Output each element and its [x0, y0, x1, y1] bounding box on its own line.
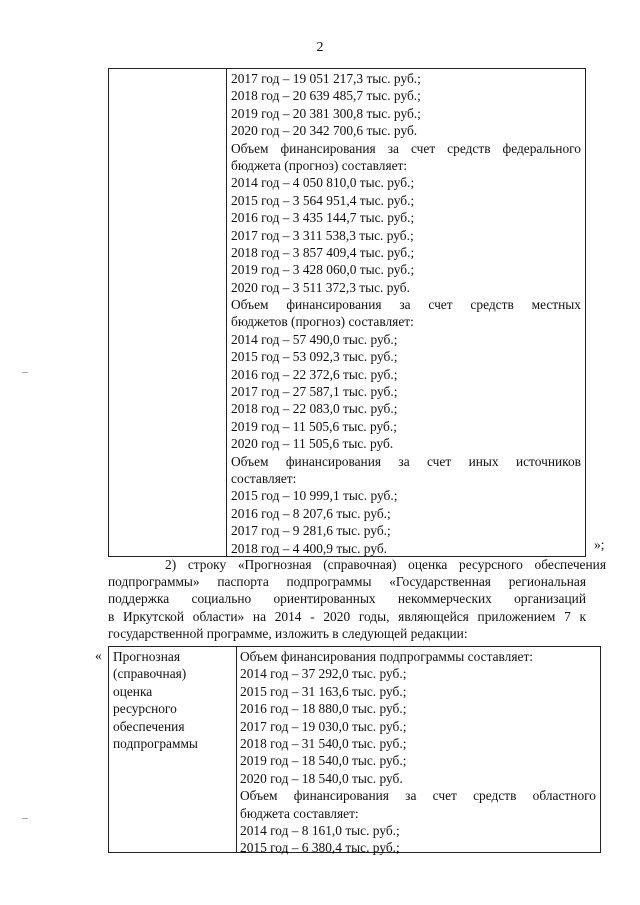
table-label-column: [113, 648, 231, 752]
table-line: 2018 год – 20 639 485,7 тыс. руб.;: [231, 88, 421, 104]
table-line: 2019 год – 11 505,6 тыс. руб.;: [231, 418, 397, 434]
table-line: 2018 год – 3 857 409,4 тыс. руб.;: [231, 244, 415, 260]
table-line: Объем финансирования за счет средств федерального: [231, 140, 581, 156]
table-line: 2018 год – 22 083,0 тыс. руб.;: [231, 401, 398, 417]
page-number: 2: [316, 40, 324, 55]
table-line: 2020 год – 3 511 372,3 тыс. руб.: [231, 279, 410, 295]
label-line: оценка: [113, 683, 153, 699]
table-line: Объем финансирования за счет средств местных: [231, 297, 581, 313]
table-line: 2016 год – 22 372,6 тыс. руб.;: [231, 366, 398, 382]
table-line: 2019 год – 20 381 300,8 тыс. руб.;: [231, 105, 421, 121]
paragraph-line: в Иркутской области» на 2014 - 2020 годы, являющейся приложением 7 к: [108, 608, 586, 624]
scan-mark: [22, 372, 28, 373]
label-line: Прогнозная: [113, 649, 180, 664]
table-line: 2019 год – 3 428 060,0 тыс. руб.;: [231, 262, 415, 278]
table-line: 2017 год – 19 051 217,3 тыс. руб.;: [231, 71, 421, 86]
table-line: 2020 год – 20 342 700,6 тыс. руб.: [231, 123, 418, 139]
amendment-paragraph-cont: [108, 573, 586, 643]
table-line: 2018 год – 31 540,0 тыс. руб.;: [240, 735, 407, 751]
scan-mark: [22, 818, 28, 819]
table-line: 2014 год – 57 490,0 тыс. руб.;: [231, 331, 398, 347]
table-line: 2017 год – 3 311 538,3 тыс. руб.;: [231, 227, 414, 243]
table-line: 2015 год – 6 380,4 тыс. руб.;: [240, 840, 400, 856]
table-line: Объем финансирования за счет средств областного: [240, 788, 596, 804]
label-line: обеспечения: [113, 718, 185, 734]
table-line: Объем финансирования подпрограммы составляет:: [240, 649, 534, 664]
financing-table-continued: [108, 68, 586, 557]
table-line: составляет:: [231, 470, 297, 486]
table-line: бюджета (прогноз) составляет:: [231, 157, 408, 173]
table-border-left: [108, 68, 109, 557]
table-line: 2016 год – 8 207,6 тыс. руб.;: [231, 505, 391, 521]
table-line: 2015 год – 3 564 951,4 тыс. руб.;: [231, 192, 415, 208]
table-line: бюджетов (прогноз) составляет:: [231, 314, 414, 330]
label-line: ресурсного: [113, 701, 177, 717]
amendment-paragraph: [125, 556, 606, 573]
table-line: 2016 год – 18 880,0 тыс. руб.;: [240, 701, 407, 717]
table-line: 2014 год – 4 050 810,0 тыс. руб.;: [231, 175, 415, 191]
paragraph-line: поддержка социально ориентированных некоммерческих организаций: [108, 591, 586, 607]
table-line: 2015 год – 53 092,3 тыс. руб.;: [231, 349, 398, 365]
subprogram-resource-table: [108, 646, 601, 856]
table-border-top: [108, 68, 586, 69]
table-value-column: [231, 70, 581, 557]
table-border-right: [585, 68, 586, 557]
closing-quote: »;: [594, 537, 605, 552]
table-value-column: [240, 648, 596, 857]
table-line: Объем финансирования за счет иных источников: [231, 453, 581, 469]
opening-quote: «: [95, 648, 102, 663]
table-column-divider: [236, 646, 237, 853]
paragraph-line: 2) строку «Прогнозная (справочная) оценка ресурсного обеспечения: [165, 557, 606, 572]
table-column-divider: [226, 68, 227, 557]
table-line: 2016 год – 3 435 144,7 тыс. руб.;: [231, 210, 415, 226]
table-line: 2015 год – 31 163,6 тыс. руб.;: [240, 683, 407, 699]
table-line: 2020 год – 11 505,6 тыс. руб.: [231, 436, 394, 452]
label-line: (справочная): [113, 666, 187, 682]
paragraph-line: государственной программе, изложить в следующей редакции:: [108, 626, 468, 642]
table-line: 2019 год – 18 540,0 тыс. руб.;: [240, 753, 407, 769]
table-line: 2014 год – 8 161,0 тыс. руб.;: [240, 822, 400, 838]
table-line: 2017 год – 19 030,0 тыс. руб.;: [240, 718, 407, 734]
table-line: бюджета составляет:: [240, 805, 359, 821]
table-line: 2015 год – 10 999,1 тыс. руб.;: [231, 488, 398, 504]
table-line: 2020 год – 18 540,0 тыс. руб.: [240, 770, 403, 786]
label-line: подпрограммы: [113, 735, 198, 751]
table-line: 2017 год – 27 587,1 тыс. руб.;: [231, 384, 398, 400]
table-line: 2014 год – 37 292,0 тыс. руб.;: [240, 666, 407, 682]
table-line: 2018 год – 4 400,9 тыс. руб.: [231, 540, 388, 556]
table-line: 2017 год – 9 281,6 тыс. руб.;: [231, 523, 391, 539]
paragraph-line: подпрограммы» паспорта подпрограммы «Государственная региональная: [108, 574, 586, 589]
